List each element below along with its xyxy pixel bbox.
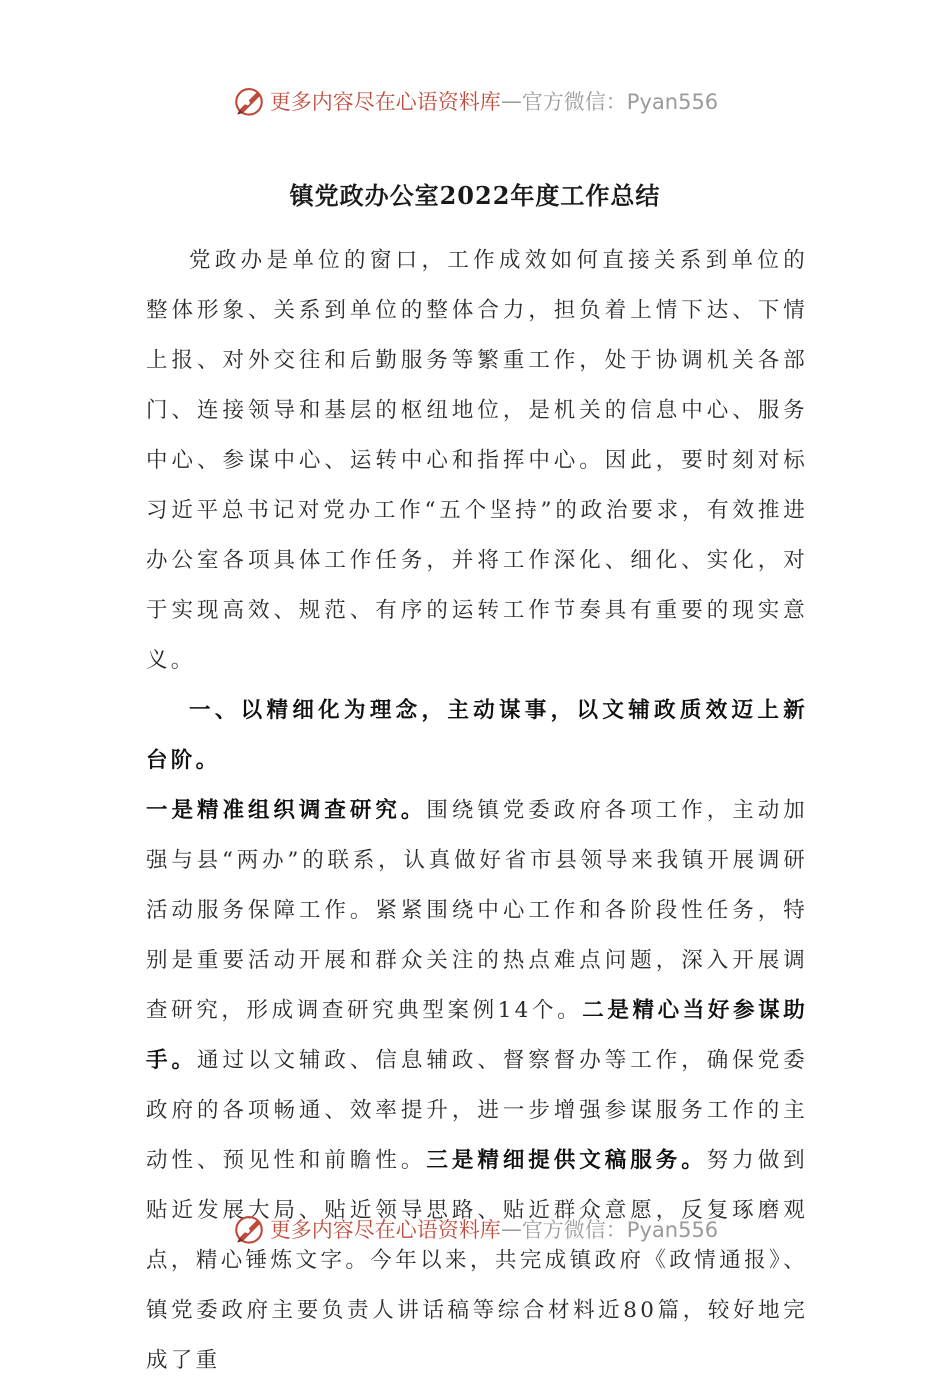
section-1-heading: 一、以精细化为理念，主动谋事，以文辅政质效迈上新台阶。 bbox=[146, 698, 808, 773]
watermark-banner-bottom bbox=[0, 1212, 950, 1246]
intro-paragraph: 党政办是单位的窗口，工作成效如何直接关系到单位的整体形象、关系到单位的整体合力，担负着上情下达、下情上报、对外交往和后勤服务等繁重工作，处于协调机关各部门、连接领导和基层的枢纽地位，是机关的信息中心、服务中心、参谋中心、运转中心和指挥中心。因此，要时刻对标习近平总书记对党办工作“五个坚持”的政治要求，有效推进办公室各项具体工作任务，并将工作深化、细化、实化，对于实现高效、规范、有序的运转工作节奏具有重要的现实意义。 bbox=[146, 248, 808, 673]
section-1-paragraph bbox=[146, 686, 808, 786]
item-3-text: 努力做到贴近发展大局、贴近领导思路、贴近群众意愿，反复琢磨观点，精心锤炼文字。今年以来，共完成镇政府《政情通报》、镇党委政府主要负责人讲话稿等综合材料近80篇，较好地完成了重 bbox=[146, 1148, 808, 1373]
watermark-dash: — bbox=[500, 89, 522, 113]
pen-logo-icon bbox=[232, 84, 266, 118]
item-3-heading: 三是精细提供文稿服务。 bbox=[426, 1148, 707, 1173]
section-1-items-paragraph bbox=[146, 786, 808, 1386]
pen-logo-icon bbox=[232, 1212, 266, 1246]
watermark-text: 更多内容尽在心语资料库 bbox=[269, 90, 501, 114]
document-title: 镇党政办公室2022年度工作总结 bbox=[289, 181, 661, 210]
item-1-text: 围绕镇党委政府各项工作，主动加强与县“两办”的联系，认真做好省市县领导来我镇开展调研活动服务保障工作。紧紧围绕中心工作和各阶段性任务，特别是重要活动开展和群众关注的热点难点问题，深入开展调查研究，形成调查研究典型案例14个。 bbox=[146, 798, 808, 1023]
watermark-banner-top bbox=[0, 84, 950, 118]
watermark-dash: — bbox=[500, 1217, 522, 1241]
watermark-contact: 官方微信：Pyan556 bbox=[521, 90, 719, 114]
item-1-heading: 一是精准组织调查研究。 bbox=[146, 798, 427, 823]
watermark-contact: 官方微信：Pyan556 bbox=[521, 1218, 719, 1242]
watermark-text: 更多内容尽在心语资料库 bbox=[269, 1218, 501, 1242]
item-2-heading: 二是精心当好参谋助手。 bbox=[146, 998, 809, 1073]
item-2-text: 通过以文辅政、信息辅政、督察督办等工作，确保党委政府的各项畅通、效率提升，进一步增强参谋服务工作的主动性、预见性和前瞻性。 bbox=[146, 1048, 808, 1173]
